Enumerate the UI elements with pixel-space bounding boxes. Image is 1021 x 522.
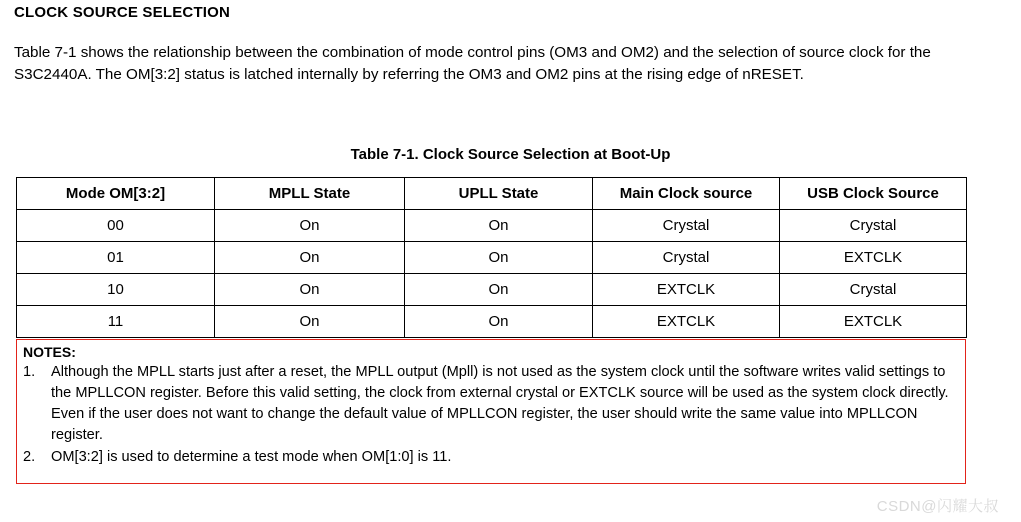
watermark: CSDN@闪耀大叔 [876, 498, 999, 515]
table-row [17, 210, 967, 242]
table-cell: EXTCLK [780, 306, 967, 338]
table-cell: On [405, 306, 593, 338]
table-cell: On [215, 306, 405, 338]
clock-source-table [16, 177, 967, 338]
notes-callout [16, 339, 966, 484]
note-text: OM[3:2] is used to determine a test mode when OM[1:0] is 11. [51, 449, 452, 465]
note-item [23, 362, 957, 446]
table-cell: On [215, 274, 405, 306]
intro-paragraph: Table 7-1 shows the relationship between the combination of mode control pins (OM3 and OM2) and the selection of source clock for the S3C2440A. The OM[3:2] status is latched internally by referring the OM3 and OM2 pins at the rising edge of nRESET. [14, 44, 931, 83]
table-cell: On [215, 210, 405, 242]
table-header-cell: MPLL State [215, 178, 405, 210]
notes-title: NOTES: [23, 344, 76, 360]
table-cell: Crystal [593, 210, 780, 242]
table-cell: Crystal [780, 274, 967, 306]
table-cell: Crystal [593, 242, 780, 274]
table-header-cell: Main Clock source [593, 178, 780, 210]
table-cell: 00 [17, 210, 215, 242]
table-row [17, 306, 967, 338]
table-cell: On [405, 242, 593, 274]
table-cell: Crystal [780, 210, 967, 242]
page-title: CLOCK SOURCE SELECTION [14, 4, 231, 21]
table-header-cell: UPLL State [405, 178, 593, 210]
note-text: Although the MPLL starts just after a reset, the MPLL output (Mpll) is not used as the system clock until the software writes valid settings to the MPLLCON register. Before this valid setting, the clock from external crystal or EXTCLK source will be used as the system clock directly. Even if the user does not want to change the default value of MPLLCON register, the user should write the same value into MPLLCON register. [51, 364, 949, 443]
table-header-cell: USB Clock Source [780, 178, 967, 210]
note-number: 1. [23, 364, 36, 380]
table-cell: On [405, 274, 593, 306]
table-cell: 11 [17, 306, 215, 338]
notes-list [23, 362, 957, 468]
table-cell: EXTCLK [593, 274, 780, 306]
table-cell: EXTCLK [780, 242, 967, 274]
note-number: 2. [23, 449, 36, 465]
table-row [17, 242, 967, 274]
table-row [17, 274, 967, 306]
table-cell: On [215, 242, 405, 274]
note-item [23, 447, 957, 468]
table-header-cell: Mode OM[3:2] [17, 178, 215, 210]
table-cell: 10 [17, 274, 215, 306]
table-caption: Table 7-1. Clock Source Selection at Boot-Up [350, 146, 671, 163]
table-cell: On [405, 210, 593, 242]
table-cell: EXTCLK [593, 306, 780, 338]
table-header-row [17, 178, 967, 210]
table-cell: 01 [17, 242, 215, 274]
